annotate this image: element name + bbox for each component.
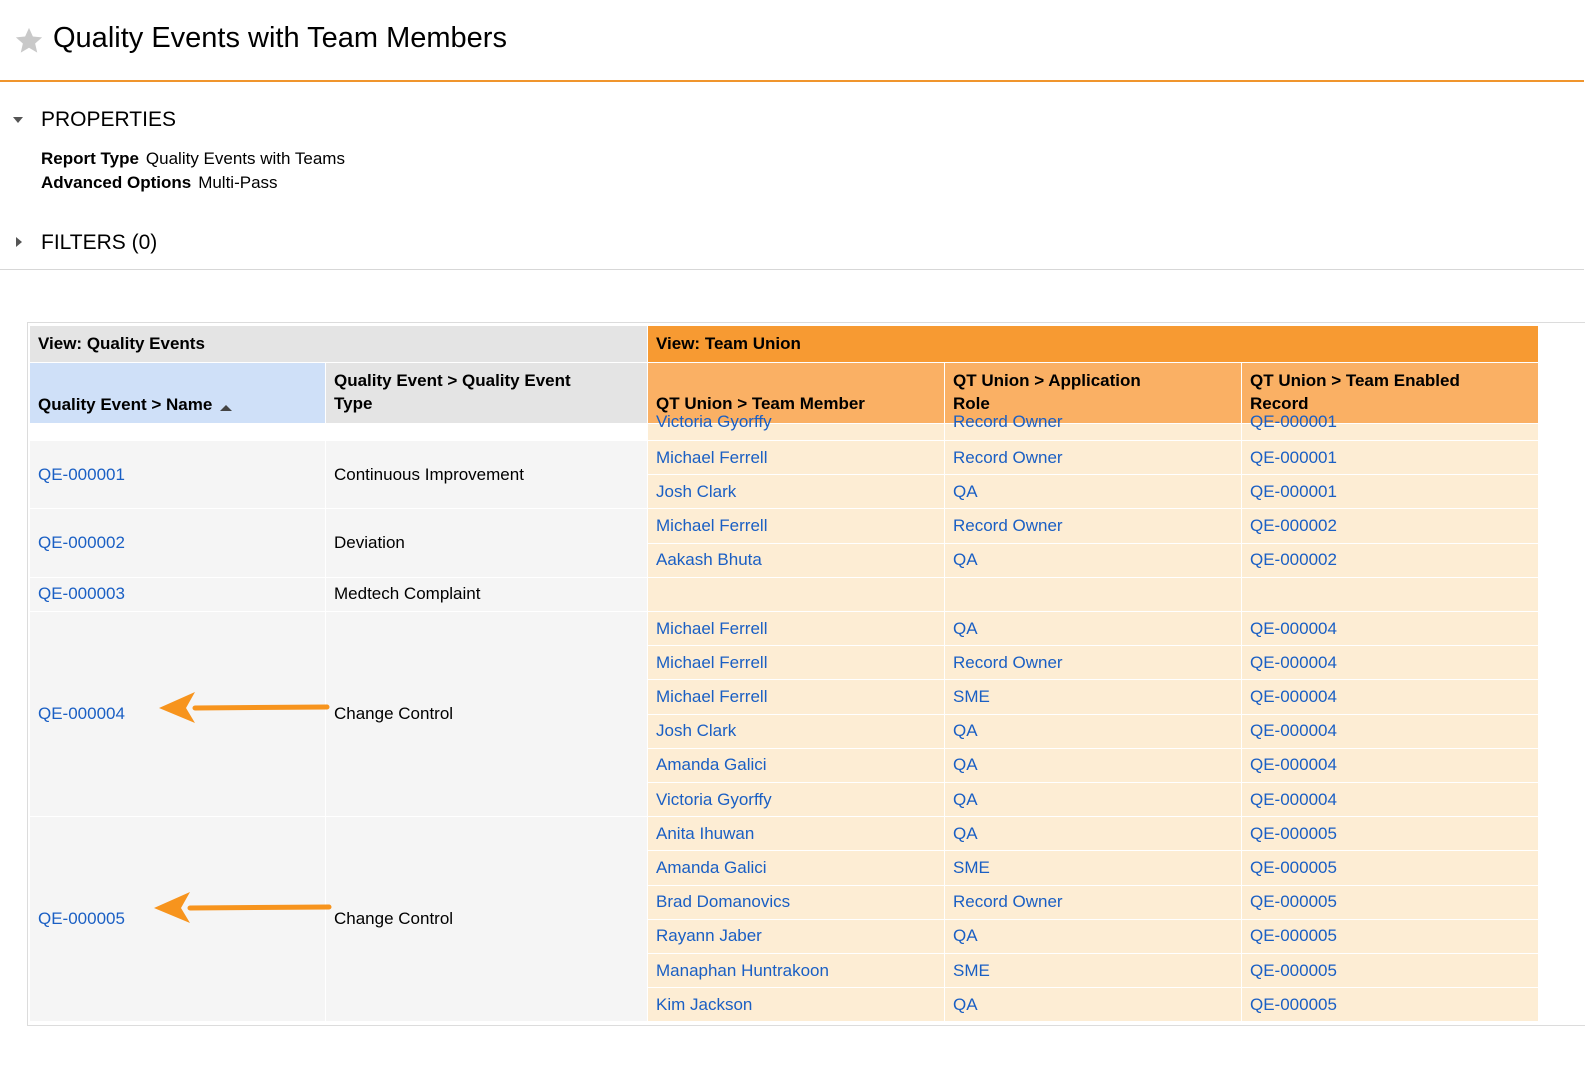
collapse-properties-icon[interactable] xyxy=(12,114,24,126)
team-enabled-record-link[interactable]: QE-000004 xyxy=(1242,749,1538,782)
application-role-link[interactable]: Record Owner xyxy=(945,646,1241,679)
filters-heading[interactable]: FILTERS (0) xyxy=(41,231,158,254)
report-type-line xyxy=(41,149,345,169)
team-enabled-record-link[interactable]: QE-000002 xyxy=(1242,509,1538,542)
quality-event-type: Medtech Complaint xyxy=(326,578,647,611)
application-role-link[interactable]: QA xyxy=(945,783,1241,816)
team-enabled-record-link[interactable]: QE-000004 xyxy=(1242,680,1538,713)
team-member-link[interactable]: Amanda Galici xyxy=(648,851,944,884)
quality-event-type: Change Control xyxy=(326,612,647,816)
column-header-name-label: Quality Event > Name xyxy=(38,395,213,414)
team-member-link[interactable]: Michael Ferrell xyxy=(648,646,944,679)
quality-event-type: Continuous Improvement xyxy=(326,441,647,508)
column-header-name[interactable] xyxy=(30,363,325,423)
view-quality-events-header: View: Quality Events xyxy=(30,326,647,362)
team-member-link[interactable]: Michael Ferrell xyxy=(648,680,944,713)
application-role-link[interactable]: QA xyxy=(945,988,1241,1021)
team-enabled-record-link[interactable]: QE-000004 xyxy=(1242,646,1538,679)
team-enabled-record-link[interactable]: QE-000005 xyxy=(1242,920,1538,953)
page-header xyxy=(0,0,1584,82)
report-type-label: Report Type xyxy=(41,149,139,168)
team-enabled-record-link[interactable]: QE-000005 xyxy=(1242,817,1538,850)
application-role-link[interactable]: QA xyxy=(945,749,1241,782)
team-member-link[interactable]: Victoria Gyorffy xyxy=(648,783,944,816)
team-enabled-record-link xyxy=(1242,578,1538,611)
application-role-link[interactable]: QA xyxy=(945,715,1241,748)
quality-event-type: Deviation xyxy=(326,509,647,576)
table-cell-partial[interactable] xyxy=(945,412,1241,440)
column-header-type[interactable]: Quality Event > Quality Event Type xyxy=(326,363,647,423)
column-header-team-enabled-record[interactable]: QT Union > Team Enabled Record xyxy=(1242,363,1538,423)
advanced-options-line xyxy=(41,173,278,193)
annotation-arrow-icon xyxy=(150,889,332,925)
team-enabled-record-link[interactable]: QE-000002 xyxy=(1242,544,1538,577)
team-enabled-record-link[interactable]: QE-000005 xyxy=(1242,886,1538,919)
team-member-link[interactable]: Aakash Bhuta xyxy=(648,544,944,577)
application-role-link[interactable]: Record Owner xyxy=(945,441,1241,474)
table-cell-partial[interactable] xyxy=(1242,412,1538,440)
quality-event-type: Change Control xyxy=(326,817,647,1021)
sort-ascending-icon[interactable] xyxy=(220,405,232,411)
column-header-application-role[interactable]: QT Union > Application Role xyxy=(945,363,1241,423)
column-header-team-member[interactable]: QT Union > Team Member xyxy=(648,363,944,423)
view-team-union-header: View: Team Union xyxy=(648,326,1538,362)
application-role-link[interactable]: Record Owner xyxy=(945,509,1241,542)
report-type-value: Quality Events with Teams xyxy=(145,149,345,168)
application-role-link[interactable]: QA xyxy=(945,612,1241,645)
team-member-link[interactable]: Manaphan Huntrakoon xyxy=(648,954,944,987)
application-role-link xyxy=(945,578,1241,611)
quality-event-name-link[interactable]: QE-000002 xyxy=(30,509,325,576)
application-role-link[interactable]: SME xyxy=(945,680,1241,713)
page-title: Quality Events with Team Members xyxy=(53,22,507,54)
quality-event-name-link[interactable]: QE-000001 xyxy=(30,441,325,508)
team-member-link[interactable]: Rayann Jaber xyxy=(648,920,944,953)
quality-event-name-link[interactable]: QE-000005 xyxy=(30,817,325,1021)
partial-cell-text: Victoria Gyorffy xyxy=(656,412,772,431)
team-member-link[interactable]: Kim Jackson xyxy=(648,988,944,1021)
team-member-link[interactable]: Michael Ferrell xyxy=(648,441,944,474)
team-member-link[interactable]: Josh Clark xyxy=(648,475,944,508)
application-role-link[interactable]: QA xyxy=(945,920,1241,953)
properties-heading[interactable]: PROPERTIES xyxy=(41,108,176,131)
team-member-link[interactable]: Amanda Galici xyxy=(648,749,944,782)
application-role-link[interactable]: SME xyxy=(945,851,1241,884)
section-divider xyxy=(0,269,1584,270)
quality-event-name-link[interactable]: QE-000003 xyxy=(30,578,325,611)
team-member-link[interactable]: Anita Ihuwan xyxy=(648,817,944,850)
partial-cell-text: QE-000001 xyxy=(1250,412,1337,431)
team-enabled-record-link[interactable]: QE-000005 xyxy=(1242,988,1538,1021)
team-enabled-record-link[interactable]: QE-000005 xyxy=(1242,851,1538,884)
team-member-link[interactable]: Josh Clark xyxy=(648,715,944,748)
annotation-arrow-icon xyxy=(155,689,330,725)
application-role-link[interactable]: Record Owner xyxy=(945,886,1241,919)
partial-cell-text: Record Owner xyxy=(953,412,1063,431)
application-role-link[interactable]: QA xyxy=(945,544,1241,577)
expand-filters-icon[interactable] xyxy=(13,236,25,248)
team-enabled-record-link[interactable]: QE-000001 xyxy=(1242,441,1538,474)
table-cell-partial[interactable] xyxy=(648,412,944,440)
team-enabled-record-link[interactable]: QE-000004 xyxy=(1242,715,1538,748)
application-role-link[interactable]: SME xyxy=(945,954,1241,987)
team-member-link xyxy=(648,578,944,611)
team-enabled-record-link[interactable]: QE-000005 xyxy=(1242,954,1538,987)
team-member-link[interactable]: Michael Ferrell xyxy=(648,612,944,645)
advanced-options-label: Advanced Options xyxy=(41,173,192,192)
team-enabled-record-link[interactable]: QE-000004 xyxy=(1242,612,1538,645)
application-role-link[interactable]: QA xyxy=(945,817,1241,850)
application-role-link[interactable]: QA xyxy=(945,475,1241,508)
advanced-options-value: Multi-Pass xyxy=(198,173,278,192)
team-enabled-record-link[interactable]: QE-000004 xyxy=(1242,783,1538,816)
quality-event-name-link[interactable]: QE-000004 xyxy=(30,612,325,816)
team-enabled-record-link[interactable]: QE-000001 xyxy=(1242,475,1538,508)
team-member-link[interactable]: Michael Ferrell xyxy=(648,509,944,542)
team-member-link[interactable]: Brad Domanovics xyxy=(648,886,944,919)
star-icon[interactable] xyxy=(14,26,44,56)
